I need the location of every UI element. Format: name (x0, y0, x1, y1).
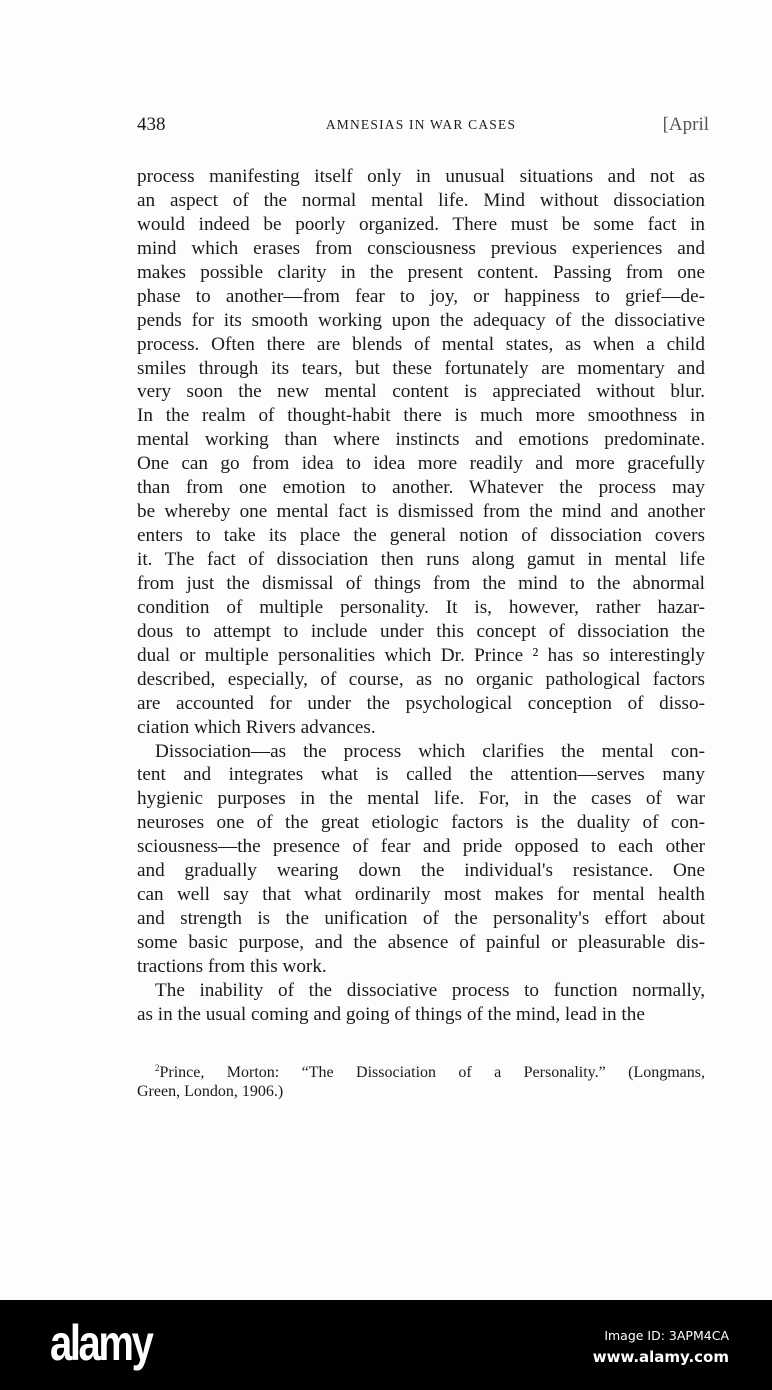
text-line: are accounted for under the psychological conception of disso- (137, 692, 705, 714)
text-line: dous to attempt to include under this concept of dissociation the (137, 620, 705, 642)
text-line: The inability of the dissociative process to function normally, (155, 979, 705, 1001)
watermark-url: www.alamy.com (592, 1348, 729, 1366)
text-line: phase to another—from fear to joy, or happiness to grief—de- (137, 285, 705, 307)
text-line: process. Often there are blends of mental states, as when a child (137, 333, 705, 355)
footnote-line: Green, London, 1906.) (137, 1083, 284, 1100)
text-line: ciation which Rivers advances. (137, 716, 376, 738)
alamy-logo: alamy (50, 1315, 152, 1371)
footnote-marker: 2 (155, 1063, 160, 1073)
text-line: very soon the new mental content is appreciated without blur. (137, 381, 705, 403)
text-line: sciousness—the presence of fear and pride opposed to each other (137, 836, 705, 858)
text-line: process manifesting itself only in unusual situations and not as (137, 166, 705, 187)
text-line: enters to take its place the general notion of dissociation covers (137, 525, 705, 547)
text-line: and gradually wearing down the individual's resistance. One (137, 860, 705, 882)
text-line: condition of multiple personality. It is, however, rather hazar- (137, 596, 705, 618)
text-line: Dissociation—as the process which clarifies the mental con- (155, 740, 705, 762)
watermark-bar (0, 1300, 772, 1390)
text-line: as in the usual coming and going of things of the mind, lead in the (137, 1003, 645, 1025)
text-line: mental working than where instincts and emotions predominate. (137, 429, 705, 451)
text-line: it. The fact of dissociation then runs along gamut in mental life (137, 549, 705, 570)
text-line: tent and integrates what is called the attention—serves many (137, 764, 705, 786)
running-title: AMNESIAS IN WAR CASES (325, 117, 517, 132)
text-line: and strength is the unification of the personality's effort about (137, 908, 705, 930)
issue-month: [April (662, 114, 709, 135)
text-line: can well say that what ordinarily most makes for mental health (137, 884, 705, 906)
image-id: Image ID: 3APM4CA (604, 1328, 729, 1343)
body-text (137, 165, 705, 1027)
text-line: One can go from idea to idea more readily and more gracefully (137, 453, 705, 475)
page-header (137, 114, 709, 140)
text-line: would indeed be poorly organized. There must be some fact in (137, 213, 705, 235)
text-line: neuroses one of the great etiologic factors is the duality of con- (137, 812, 705, 834)
text-line: mind which erases from consciousness previous experiences and (137, 237, 705, 259)
text-line: be whereby one mental fact is dismissed from the mind and another (137, 501, 705, 523)
text-line: dual or multiple personalities which Dr. Prince ² has so interestingly (137, 644, 705, 666)
text-line: In the realm of thought-habit there is much more smoothness in (137, 405, 705, 427)
text-line: from just the dismissal of things from the mind to the abnormal (137, 572, 705, 594)
text-line: smiles through its tears, but these fortunately are momentary and (137, 357, 705, 379)
footnote (137, 1056, 705, 1104)
text-line: some basic purpose, and the absence of painful or pleasurable dis- (137, 932, 705, 953)
page-number: 438 (137, 114, 166, 135)
text-line: tractions from this work. (137, 955, 327, 977)
text-line: than from one emotion to another. Whatever the process may (137, 477, 705, 499)
text-line: pends for its smooth working upon the adequacy of the dissociative (137, 309, 705, 331)
text-line: an aspect of the normal mental life. Mind without dissociation (137, 189, 705, 211)
footnote-line: $^2$Prince, Morton: “The Dissociation of a Personality.” (Longmans, (155, 1063, 705, 1081)
text-line: hygienic purposes in the mental life. For, in the cases of war (137, 788, 705, 810)
text-line: makes possible clarity in the present content. Passing from one (137, 261, 705, 283)
text-line: described, especially, of course, as no organic pathological factors (137, 668, 705, 690)
